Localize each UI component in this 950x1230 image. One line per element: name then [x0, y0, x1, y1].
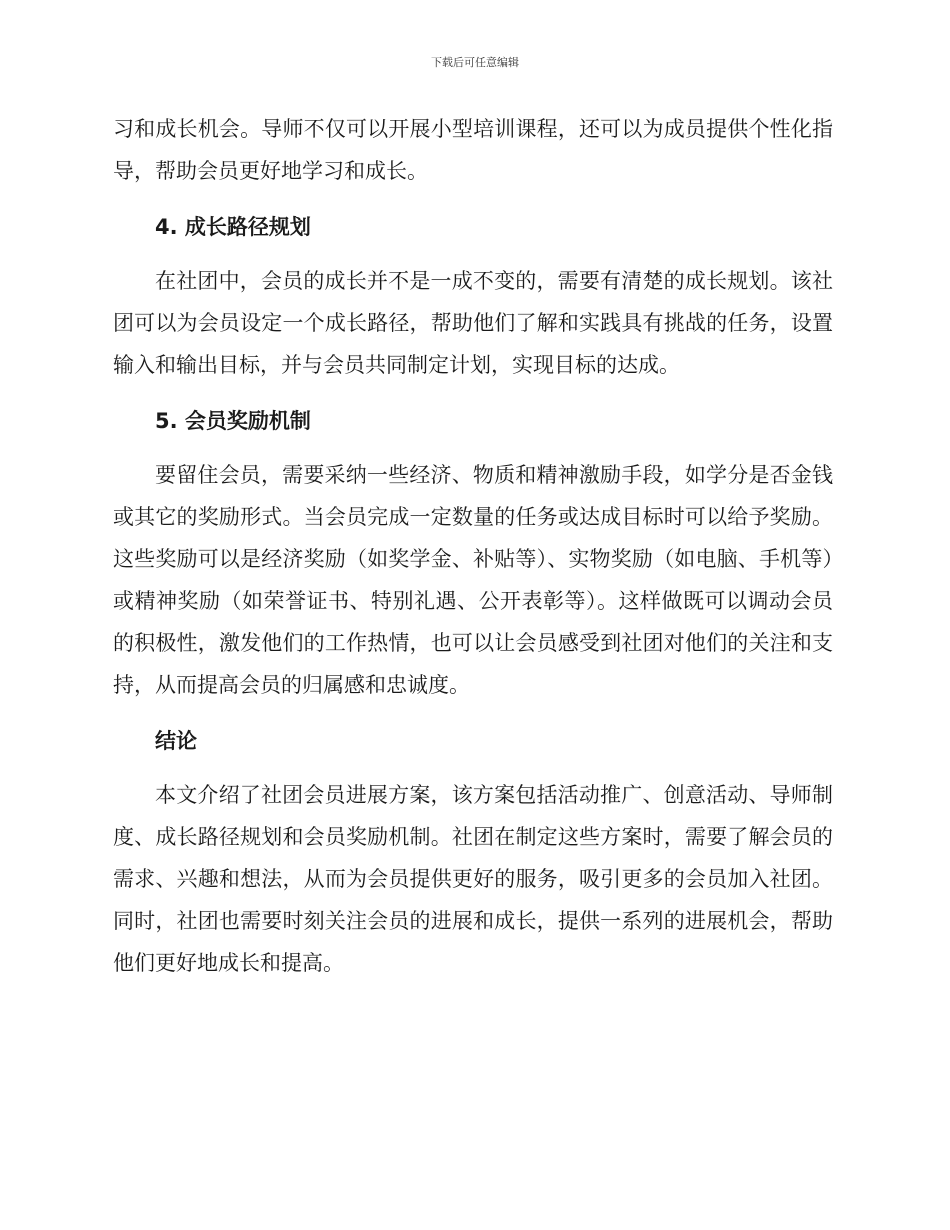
- section-heading-rewards: 5. 会员奖励机制: [155, 409, 311, 433]
- document-body: [113, 108, 833, 998]
- paragraph-growth-path: 在社团中，会员的成长并不是一成不变的，需要有清楚的成长规划。该社团可以为会员设定一个成长路径，帮助他们了解和实践具有挑战的任务，设置输入和输出目标，并与会员共同制定计划，实现目标的达成。: [113, 269, 833, 377]
- page-header: 下载后可任意编辑: [431, 56, 519, 69]
- section-heading-conclusion: 结论: [155, 729, 197, 753]
- paragraph-continued: 习和成长机会。导师不仅可以开展小型培训课程，还可以为成员提供个性化指导，帮助会员更好地学习和成长。: [113, 117, 833, 183]
- section-heading-growth-path: 4. 成长路径规划: [155, 215, 311, 239]
- paragraph-rewards: 要留住会员，需要采纳一些经济、物质和精神激励手段，如学分是否金钱或其它的奖励形式。当会员完成一定数量的任务或达成目标时可以给予奖励。这些奖励可以是经济奖励（如奖学金、补贴等）、实物奖励（如电脑、手机等）或精神奖励（如荣誉证书、特别礼遇、公开表彰等）。这样做既可以调动会员的积极性，激发他们的工作热情，也可以让会员感受到社团对他们的关注和支持，从而提高会员的归属感和忠诚度。: [113, 463, 833, 697]
- paragraph-conclusion: 本文介绍了社团会员进展方案，该方案包括活动推广、创意活动、导师制度、成长路径规划和会员奖励机制。社团在制定这些方案时，需要了解会员的需求、兴趣和想法，从而为会员提供更好的服务，吸引更多的会员加入社团。同时，社团也需要时刻关注会员的进展和成长，提供一系列的进展机会，帮助他们更好地成长和提高。: [113, 783, 833, 975]
